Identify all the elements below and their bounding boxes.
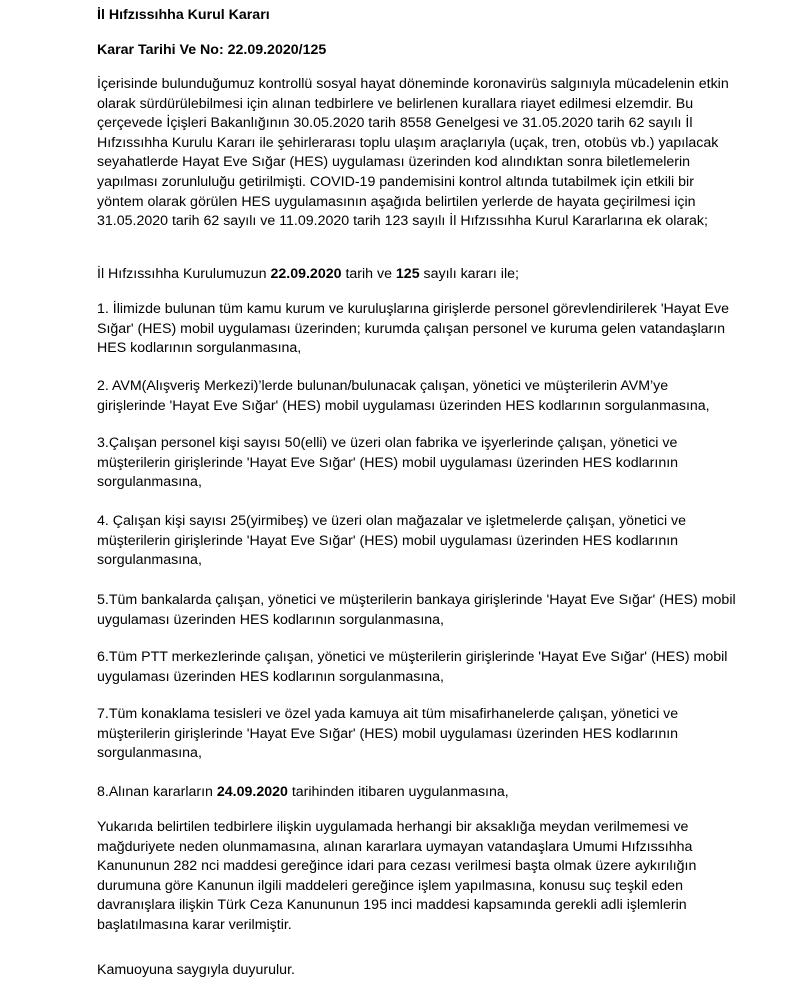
text-line: girişlerinde 'Hayat Eve Sığar' (HES) mobil uygulaması üzerinden HES kodlarının sorgulanmasına, [97, 397, 710, 414]
text-line: İçerisinde bulunduğumuz kontrollü sosyal hayat döneminde koronavirüs salgınıyla mücadelenin etkin [97, 76, 729, 92]
text-line: 2. AVM(Alışveriş Merkezi)’lerde bulunan/bulunacak çalışan, yönetici ve müşterilerin AVM’ye [97, 378, 669, 394]
decision-line-suffix: sayılı kararı ile; [419, 266, 519, 282]
text-line: başlatılmasına karar verilmiştir. [97, 916, 292, 933]
decision-reference: Karar Tarihi Ve No: 22.09.2020/125 [97, 42, 327, 58]
closing-line: Kamuoyuna saygıyla duyurulur. [97, 962, 295, 978]
text-line: çerçevede İçişleri Bakanlığının 30.05.2020 tarih 8558 Genelgesi ve 31.05.2020 tarih 62 sayılı İl [97, 115, 693, 132]
decision-line-prefix: İl Hıfzıssıhha Kurulumuzun [97, 266, 271, 282]
list-item-3 [97, 434, 797, 493]
text-line: müşterilerin girişlerinde 'Hayat Eve Sığar' (HES) mobil uygulaması üzerinden HES kodlarının [97, 725, 679, 742]
list-item-1 [97, 300, 797, 359]
text-line: uygulaması üzerinden HES kodlarının sorgulanmasına, [97, 611, 444, 628]
text-line: sorgulanmasına, [97, 474, 202, 491]
text-line: mağduriyete neden olunmamasına, alınan kararlara uymayan vatandaşlara Umumi Hıfzıssıhha [97, 838, 693, 855]
list-item-8 [97, 783, 797, 803]
text-line: Kanununun 282 nci maddesi gereğince idari para cezası verilmesi başta olmak üzere aykırılığın [97, 858, 697, 875]
decision-date: 22.09.2020 [270, 266, 342, 282]
penalty-paragraph [97, 818, 797, 936]
text-line: Sığar' (HES) mobil uygulaması üzerinden; kurumda çalışan personel ve kuruma gelen vatandaşların [97, 320, 726, 337]
text-line: sorgulanmasına, [97, 745, 202, 762]
item8-suffix: tarihinden itibaren uygulanmasına, [287, 784, 509, 800]
text-line: 31.05.2020 tarih 62 sayılı ve 11.09.2020 tarih 123 sayılı İl Hıfzıssıhha Kurul Kararlarına ek olarak; [97, 213, 708, 230]
text-line: uygulaması üzerinden HES kodlarının sorgulanmasına, [97, 668, 444, 685]
text-line: Hıfzıssıhha Kurulu Kararı ile şehirlerarası toplu ulaşım araçlarıyla (uçak, tren, otobüs vb.) yapılacak [97, 134, 719, 151]
decision-number: 125 [395, 266, 420, 282]
intro-paragraph [97, 75, 797, 232]
list-item-2 [97, 377, 797, 416]
text-line: 3.Çalışan personel kişi sayısı 50(elli) ve üzeri olan fabrika ve işyerlerinde çalışan, yönetici ve [97, 435, 678, 451]
text-line: müşterilerin girişlerinde 'Hayat Eve Sığar' (HES) mobil uygulaması üzerinden HES kodlarının [97, 454, 679, 471]
effective-date: 24.09.2020 [216, 784, 288, 800]
text-line: davranışlara ilişkin Türk Ceza Kanununun 195 inci maddesi kapsamında gerekli adli işlemlerin [97, 897, 687, 914]
text-line: 1. İlimizde bulunan tüm kamu kurum ve kuruluşlarına girişlerde personel görevlendirilerek 'Hayat Eve [97, 301, 729, 317]
text-line: yapılması zorunluluğu getirilmişti. COVID-19 pandemisini kontrol altında tutabilmek için etkili bir [97, 173, 694, 190]
text-line: durumuna göre Kanunun ilgili maddeleri gereğince işlem yapılmasına, konusu suç teşkil eden [97, 877, 683, 894]
text-line: seyahatlerde Hayat Eve Sığar (HES) uygulaması üzerinden kod alındıktan sonra biletlemelerin [97, 154, 691, 171]
text-line: yöntem olarak görülen HES uygulamasının aşağıda belirtilen yerlerde de hayata geçirilmesi için [97, 193, 696, 210]
text-line: HES kodlarının sorgulanmasına, [97, 340, 302, 357]
text-line: olarak sürdürülebilmesi için alınan tedbirlere ve belirlenen kurallara riayet edilmesi elzemdir. Bu [97, 95, 694, 112]
decision-line [97, 265, 797, 285]
text-line: Yukarıda belirtilen tedbirlere ilişkin uygulamada herhangi bir aksaklığa meydan verilmemesi ve [97, 819, 689, 835]
text-line: sorgulanmasına, [97, 552, 202, 569]
text-line: 5.Tüm bankalarda çalışan, yönetici ve müşterilerin bankaya girişlerinde 'Hayat Eve Sığar' (HES) mobil [97, 592, 736, 608]
text-line: 6.Tüm PTT merkezlerinde çalışan, yönetici ve müşterilerin girişlerinde 'Hayat Eve Sığar' (HES) mobil [97, 649, 728, 665]
item8-prefix: 8.Alınan kararların [97, 784, 217, 800]
text-line: 7.Tüm konaklama tesisleri ve özel yada kamuya ait tüm misafirhanelerde çalışan, yönetici ve [97, 706, 679, 722]
list-item-7 [97, 705, 797, 764]
decision-line-middle: tarih ve [341, 266, 396, 282]
list-item-4 [97, 512, 797, 571]
list-item-5 [97, 591, 797, 630]
text-line: müşterilerin girişlerinde 'Hayat Eve Sığar' (HES) mobil uygulaması üzerinden HES kodlarının [97, 532, 679, 549]
list-item-6 [97, 648, 797, 687]
text-line: 4. Çalışan kişi sayısı 25(yirmibeş) ve üzeri olan mağazalar ve işletmelerde çalışan, yönetici ve [97, 513, 687, 529]
document-title: İl Hıfzıssıhha Kurul Kararı [97, 7, 270, 23]
